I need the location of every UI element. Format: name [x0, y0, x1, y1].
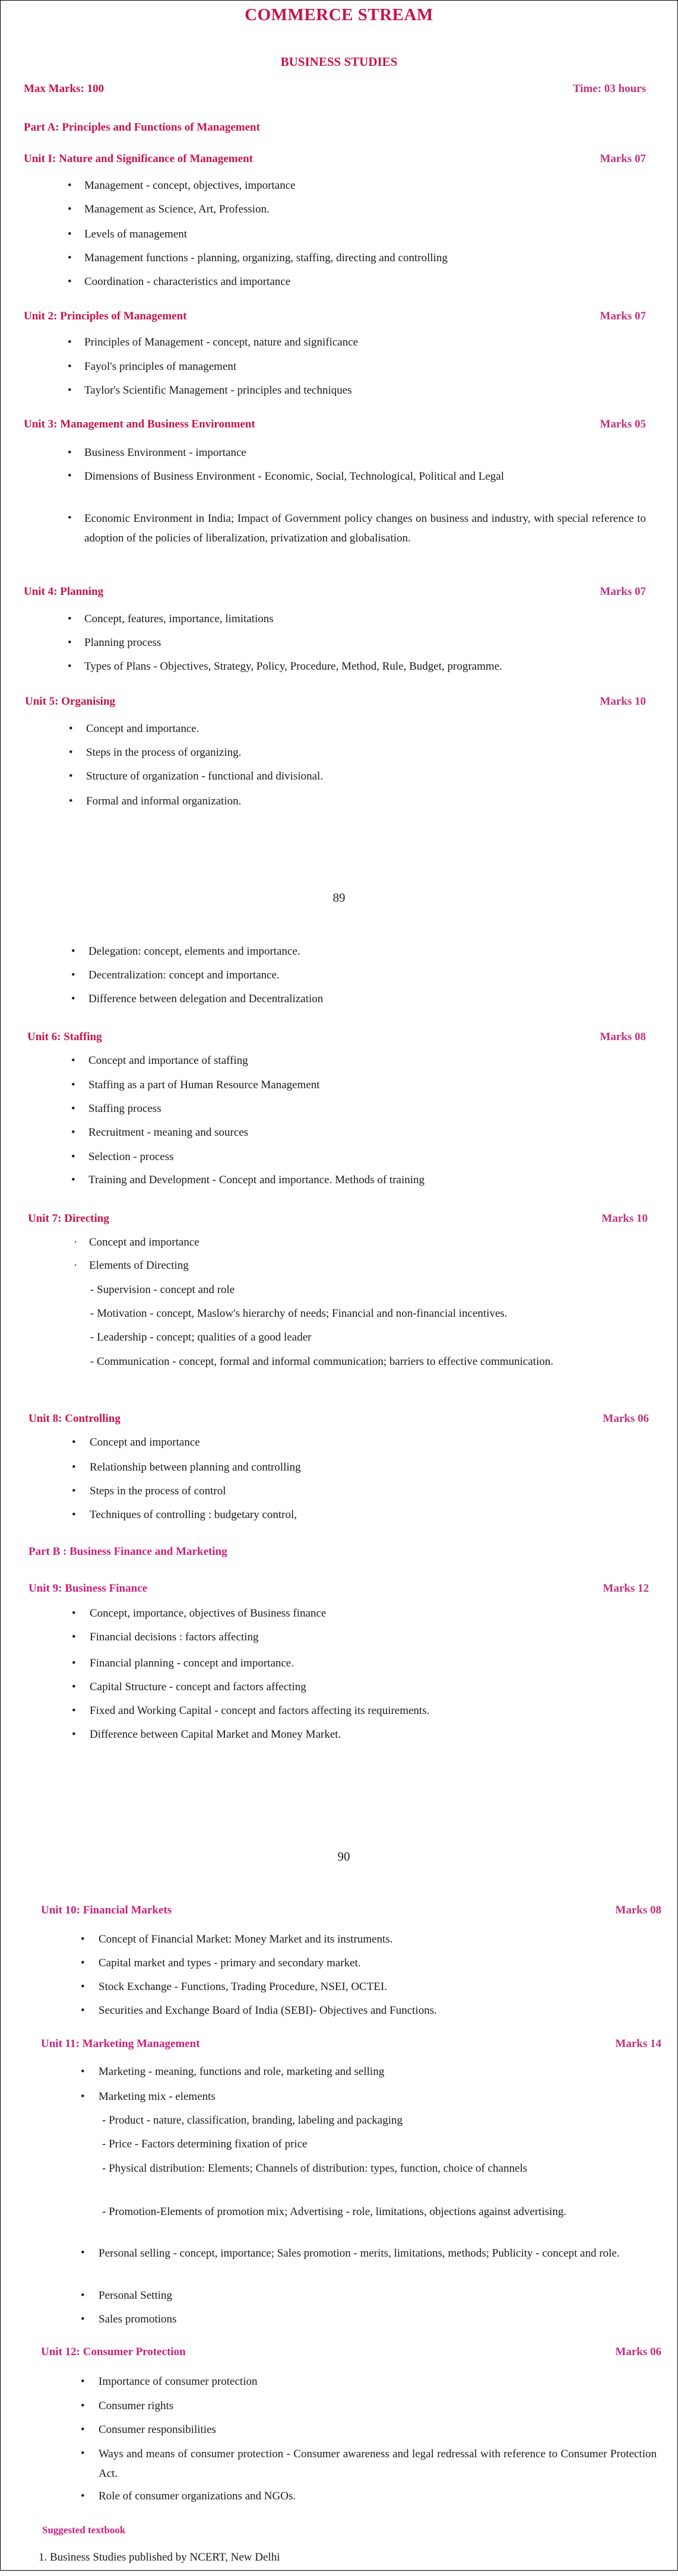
list-item: Personal selling - concept, importance; Sales promotion - merits, limitations, methods; Publicity - concept and role.	[99, 2247, 620, 2260]
bullet-icon: •	[72, 1704, 76, 1717]
bullet-icon: •	[81, 2090, 85, 2103]
list-item: Concept, features, importance, limitations	[84, 613, 274, 625]
bullet-icon: •	[81, 2313, 85, 2325]
small-bullet-icon: ·	[74, 1236, 78, 1249]
bullet-icon: •	[69, 770, 73, 782]
list-item: Business Environment - importance	[84, 446, 246, 459]
list-item: Elements of Directing	[89, 1259, 189, 1272]
unit-6-title: Unit 6: Staffing	[27, 1031, 102, 1043]
unit-5-marks: Marks 10	[600, 695, 646, 708]
bullet-icon: •	[81, 2004, 85, 2017]
unit-5-title: Unit 5: Organising	[25, 695, 116, 708]
bullet-icon: •	[68, 336, 72, 348]
bullet-icon: •	[81, 2490, 85, 2502]
bullet-icon: •	[71, 1102, 75, 1115]
bullet-icon: •	[69, 723, 73, 735]
list-item: Concept and importance.	[86, 723, 199, 735]
list-item: Role of consumer organizations and NGOs.	[99, 2490, 296, 2502]
bullet-icon: •	[81, 2400, 85, 2412]
list-item: Concept and importance of staffing	[88, 1054, 248, 1067]
bullet-icon: •	[68, 470, 72, 482]
bullet-icon: •	[81, 2247, 85, 2259]
bullet-icon: •	[72, 1631, 76, 1643]
bullet-icon: •	[69, 795, 73, 807]
list-item: Management as Science, Art, Profession.	[84, 203, 270, 216]
small-bullet-icon: ·	[74, 1259, 78, 1272]
sub-list-item: - Product - nature, classification, branding, labeling and packaging	[102, 2114, 403, 2127]
list-item: Marketing mix - elements	[99, 2090, 216, 2103]
bullet-icon: •	[68, 660, 72, 673]
list-item: Management - concept, objectives, importance	[84, 179, 296, 192]
bullet-icon: •	[72, 1509, 76, 1521]
unit-4-marks: Marks 07	[600, 585, 646, 598]
unit-1-marks: Marks 07	[600, 153, 646, 165]
bullet-icon: •	[69, 746, 73, 759]
part-b-heading: Part B : Business Finance and Marketing	[28, 1545, 227, 1558]
unit-12-title: Unit 12: Consumer Protection	[41, 2346, 186, 2358]
bullet-icon: •	[81, 1957, 85, 1969]
bullet-icon: •	[68, 275, 72, 288]
unit-1-title: Unit I: Nature and Significance of Management	[24, 153, 253, 165]
list-item: Concept and importance	[90, 1436, 200, 1449]
textbook-item: 1. Business Studies published by NCERT, New Delhi	[39, 2551, 280, 2564]
list-item: Fayol's principles of management	[84, 360, 237, 373]
unit-10-title: Unit 10: Financial Markets	[41, 1904, 172, 1916]
list-item: Planning process	[84, 636, 161, 649]
unit-8-marks: Marks 06	[603, 1412, 649, 1425]
bullet-icon: •	[72, 1681, 76, 1693]
bullet-icon: •	[68, 179, 72, 192]
bullet-icon: •	[68, 446, 72, 459]
list-item: Steps in the process of organizing.	[86, 746, 242, 759]
unit-11-title: Unit 11: Marketing Management	[41, 2038, 200, 2050]
list-item: Techniques of controlling : budgetary control,	[90, 1509, 297, 1521]
list-item: Staffing process	[88, 1102, 161, 1115]
sub-list-item: - Promotion-Elements of promotion mix; Advertising - role, limitations, objections against advertising.	[102, 2206, 567, 2218]
bullet-icon: •	[68, 512, 72, 524]
bullet-icon: •	[81, 2065, 85, 2078]
unit-10-marks: Marks 08	[615, 1904, 661, 1916]
list-item: Selection - process	[88, 1151, 174, 1163]
part-a-heading: Part A: Principles and Functions of Management	[24, 121, 260, 134]
list-item: Coordination - characteristics and importance	[84, 275, 291, 288]
unit-11-marks: Marks 14	[615, 2038, 661, 2050]
bullet-icon: •	[68, 252, 72, 264]
sub-list-item: - Motivation - concept, Maslow's hierarchy of needs; Financial and non-financial incentives.	[90, 1307, 508, 1320]
list-item: Financial decisions : factors affecting	[90, 1631, 259, 1643]
bullet-icon: •	[68, 228, 72, 240]
bullet-icon: •	[71, 993, 75, 1005]
unit-12-marks: Marks 06	[615, 2346, 661, 2358]
sub-list-item: - Physical distribution: Elements; Channels of distribution: types, function, choice of channels	[102, 2162, 528, 2175]
list-item: Ways and means of consumer protection - Consumer awareness and legal redressal with reference to Consumer Protection Act.	[99, 2448, 657, 2480]
page-number: 90	[337, 1849, 350, 1864]
list-item: Difference between delegation and Decentralization	[88, 993, 324, 1005]
page-number: 89	[332, 891, 346, 905]
list-item: Consumer rights	[99, 2400, 174, 2412]
bullet-icon: •	[81, 2447, 85, 2460]
unit-6-marks: Marks 08	[600, 1031, 646, 1043]
bullet-icon: •	[68, 360, 72, 373]
bullet-icon: •	[81, 2423, 85, 2436]
exam-time: Time: 03 hours	[572, 83, 646, 95]
bullet-icon: •	[81, 2289, 85, 2302]
list-item: Management functions - planning, organizing, staffing, directing and controlling	[84, 252, 448, 264]
list-item: Concept and importance	[89, 1236, 199, 1249]
list-item: Taylor's Scientific Management - principles and techniques	[84, 384, 352, 397]
list-item: Decentralization: concept and importance.	[88, 969, 280, 981]
list-item: Fixed and Working Capital - concept and factors affecting its requirements.	[90, 1704, 430, 1717]
list-item: Dimensions of Business Environment - Economic, Social, Technological, Political and Legal	[84, 470, 504, 483]
unit-4-title: Unit 4: Planning	[24, 585, 104, 598]
list-item: Securities and Exchange Board of India (SEBI)- Objectives and Functions.	[99, 2004, 437, 2017]
list-item: Levels of management	[84, 228, 188, 240]
unit-7-marks: Marks 10	[601, 1212, 648, 1225]
list-item: Structure of organization - functional and divisional.	[86, 770, 324, 782]
bullet-icon: •	[71, 1151, 75, 1163]
list-item: Principles of Management - concept, nature and significance	[84, 336, 359, 348]
sub-list-item: - Communication - concept, formal and informal communication; barriers to effective communication.	[90, 1355, 553, 1368]
list-item: Personal Setting	[99, 2289, 173, 2302]
bullet-icon: •	[72, 1461, 76, 1474]
sub-list-item: - Price - Factors determining fixation of price	[102, 2138, 308, 2150]
unit-9-marks: Marks 12	[603, 1582, 649, 1595]
bullet-icon: •	[68, 203, 72, 216]
bullet-icon: •	[71, 945, 75, 958]
list-item: Recruitment - meaning and sources	[88, 1126, 249, 1139]
bullet-icon: •	[71, 1054, 75, 1067]
list-item: Concept of Financial Market: Money Market and its instruments.	[99, 1933, 393, 1946]
list-item: Importance of consumer protection	[99, 2375, 258, 2388]
unit-7-title: Unit 7: Directing	[28, 1212, 109, 1225]
list-item: Financial planning - concept and importance.	[90, 1657, 294, 1669]
list-item: Steps in the process of control	[90, 1485, 226, 1497]
max-marks: Max Marks: 100	[24, 83, 104, 95]
bullet-icon: •	[71, 1174, 75, 1186]
unit-3-marks: Marks 05	[600, 418, 646, 430]
list-item: Capital Structure - concept and factors affecting	[90, 1681, 306, 1693]
textbook-heading: Suggested textbook	[42, 2524, 126, 2536]
list-item: Training and Development - Concept and importance. Methods of training	[88, 1174, 425, 1186]
bullet-icon: •	[68, 384, 72, 397]
list-item: Concept, importance, objectives of Business finance	[90, 1607, 327, 1620]
unit-2-marks: Marks 07	[600, 310, 646, 322]
bullet-icon: •	[71, 969, 75, 981]
bullet-icon: •	[68, 613, 72, 625]
page-title: COMMERCE STREAM	[245, 5, 433, 24]
list-item: Economic Environment in India; Impact of Government policy changes on business and industry, with special reference to adoption of the policies of liberalization, privatization and globalisation.	[84, 512, 646, 544]
list-item: Types of Plans - Objectives, Strategy, Policy, Procedure, Method, Rule, Budget, programme.	[84, 660, 502, 673]
unit-8-title: Unit 8: Controlling	[28, 1412, 121, 1425]
unit-2-title: Unit 2: Principles of Management	[24, 310, 187, 322]
list-item: Delegation: concept, elements and importance.	[88, 945, 300, 958]
list-item: Difference between Capital Market and Money Market.	[90, 1728, 341, 1741]
list-item: Relationship between planning and controlling	[90, 1461, 301, 1474]
bullet-icon: •	[68, 636, 72, 649]
list-item: Formal and informal organization.	[86, 795, 242, 807]
bullet-icon: •	[72, 1607, 76, 1620]
list-item: Stock Exchange - Functions, Trading Procedure, NSEI, OCTEI.	[99, 1981, 388, 1993]
bullet-icon: •	[72, 1485, 76, 1497]
bullet-icon: •	[72, 1657, 76, 1669]
unit-9-title: Unit 9: Business Finance	[28, 1582, 148, 1595]
unit-3-title: Unit 3: Management and Business Environment	[24, 418, 255, 430]
list-item: Marketing - meaning, functions and role, marketing and selling	[99, 2065, 385, 2078]
sub-list-item: - Supervision - concept and role	[90, 1284, 235, 1296]
list-item: Sales promotions	[99, 2313, 177, 2325]
subject-title: BUSINESS STUDIES	[280, 55, 398, 69]
list-item: Staffing as a part of Human Resource Management	[88, 1079, 320, 1091]
bullet-icon: •	[81, 2375, 85, 2388]
bullet-icon: •	[72, 1436, 76, 1449]
bullet-icon: •	[72, 1728, 76, 1741]
bullet-icon: •	[81, 1933, 85, 1946]
bullet-icon: •	[71, 1079, 75, 1091]
bullet-icon: •	[71, 1126, 75, 1139]
list-item: Consumer responsibilities	[99, 2423, 216, 2436]
sub-list-item: - Leadership - concept; qualities of a good leader	[90, 1331, 312, 1344]
list-item: Capital market and types - primary and secondary market.	[99, 1957, 361, 1969]
bullet-icon: •	[81, 1981, 85, 1993]
